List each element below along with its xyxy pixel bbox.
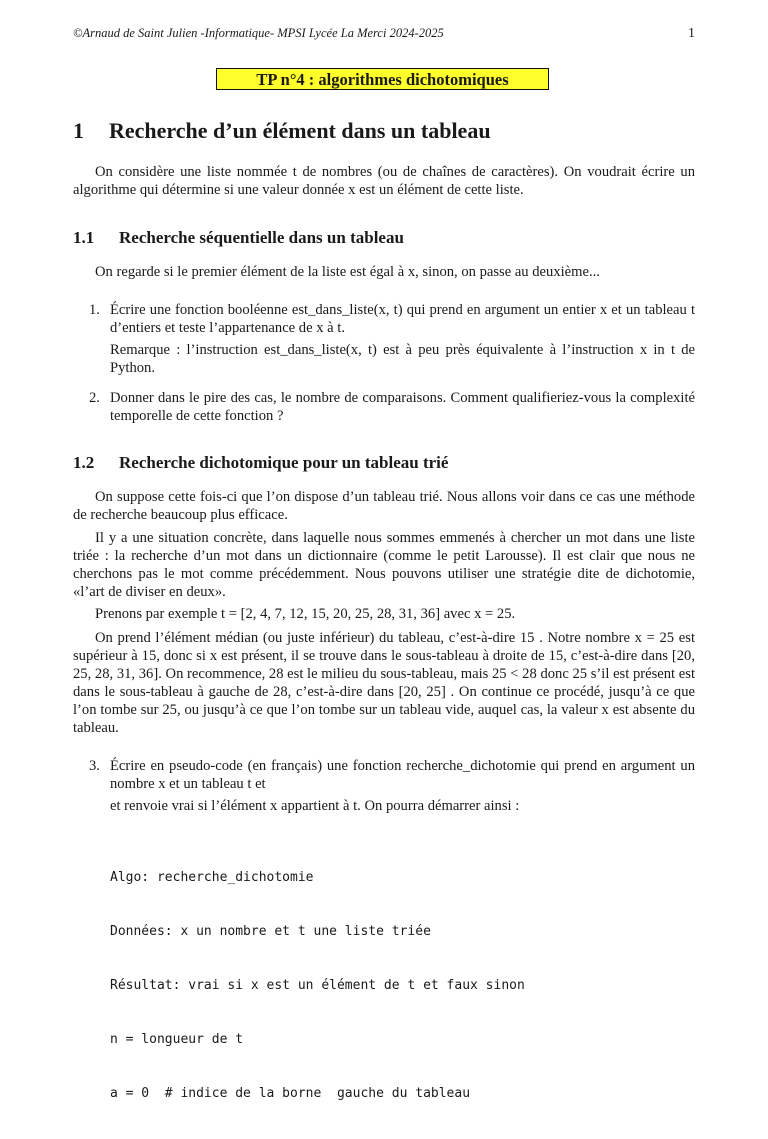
code-line: n = longueur de t xyxy=(110,1032,244,1047)
running-header xyxy=(73,26,695,44)
paragraph xyxy=(73,163,695,199)
subsection-number: 1.2 xyxy=(73,453,95,472)
question-text-continued: et renvoie vrai si l’élément x appartient à t. On pourra démarrer ainsi : xyxy=(110,798,520,814)
paragraph-text: Il y a une situation concrète, dans laquelle nous sommes emmenés à chercher un mot dans une liste triée : la recherche d’un mot dans un dictionnaire (comme le petit Larousse). Il est clair que nous ne cherchons pas le mot comme précédemment. Nous pouvons utiliser une stratégie dite de dichotomie, «l’art de diviser en deux». xyxy=(73,530,695,600)
header-author: ©Arnaud de Saint Julien -Informatique- MPSI Lycée La Merci 2024-2025 xyxy=(73,26,444,40)
code-line: Résultat: vrai si x est un élément de t et faux sinon xyxy=(110,978,525,993)
question-label: 3. xyxy=(89,758,100,774)
section-title: Recherche d’un élément dans un tableau xyxy=(109,118,491,143)
question-label: 2. xyxy=(89,390,100,406)
subsection-heading xyxy=(73,228,695,248)
subsection-number: 1.1 xyxy=(73,228,95,247)
section-intro: On considère une liste nommée t de nombres (ou de chaînes de caractères). On voudrait écrire un algorithme qui détermine si une valeur donnée x est un élément de cette liste. xyxy=(73,164,695,198)
question-label: 1. xyxy=(89,302,100,318)
question-text: Donner dans le pire des cas, le nombre de comparaisons. Comment qualifieriez-vous la complexité temporelle de cette fonction ? xyxy=(110,390,695,424)
pseudo-code-block xyxy=(110,833,670,1139)
example-text: Prenons par exemple t = [2, 4, 7, 12, 15, 20, 25, 28, 31, 36] avec x = 25. xyxy=(95,606,516,622)
question-item xyxy=(89,757,695,815)
paragraph-text: On prend l’élément médian (ou juste inférieur) du tableau, c’est-à-dire 15 . Notre nombre x = 25 est supérieur à 15, donc si x est présent, il se trouve dans le sous-tableau à droite de 15, c’est-à-dire dans [20, 25, 28, 31, 36]. On recommence, 28 est le milieu du sous-tableau, mais 25 < 28 donc 25 s’il est présent est dans le sous-tableau à gauche de 28, c’est-à-dire dans [20, 25] . On continue ce procédé, jusqu’à ce que l’on tombe sur 25, ou jusqu’à ce que l’on tombe sur un tableau vide, auquel cas, la valeur x est absente du tableau. xyxy=(73,630,695,736)
paragraph xyxy=(73,605,695,623)
subsection-heading xyxy=(73,453,695,473)
section-heading xyxy=(73,118,695,144)
question-text: Écrire une fonction booléenne est_dans_liste(x, t) qui prend en argument un entier x et un tableau t d’entiers et teste l’appartenance de x à t. xyxy=(110,302,695,336)
question-text: Écrire en pseudo-code (en français) une fonction recherche_dichotomie qui prend en argument un nombre x et un tableau t et xyxy=(110,758,695,792)
page-number: 1 xyxy=(688,26,695,41)
subsection-title: Recherche dichotomique pour un tableau trié xyxy=(119,453,449,472)
paragraph xyxy=(73,629,695,737)
paragraph-text: On suppose cette fois-ci que l’on dispose d’un tableau trié. Nous allons voir dans ce cas une méthode de recherche beaucoup plus efficace. xyxy=(73,489,695,523)
code-line: Algo: recherche_dichotomie xyxy=(110,870,314,885)
paragraph xyxy=(73,529,695,601)
question-item xyxy=(89,389,695,425)
code-line: Données: x un nombre et t une liste triée xyxy=(110,924,431,939)
question-item xyxy=(89,301,695,377)
subsection-intro: On regarde si le premier élément de la liste est égal à x, sinon, on passe au deuxième... xyxy=(95,264,600,280)
document-title: TP n°4 : algorithmes dichotomiques xyxy=(216,68,549,90)
subsection-title: Recherche séquentielle dans un tableau xyxy=(119,228,404,247)
paragraph xyxy=(73,263,695,281)
section-number: 1 xyxy=(73,118,84,143)
question-note: Remarque : l’instruction est_dans_liste(x, t) est à peu près équivalente à l’instruction x in t de Python. xyxy=(110,342,695,376)
code-line: a = 0 # indice de la borne gauche du tableau xyxy=(110,1086,471,1101)
paragraph xyxy=(73,488,695,524)
